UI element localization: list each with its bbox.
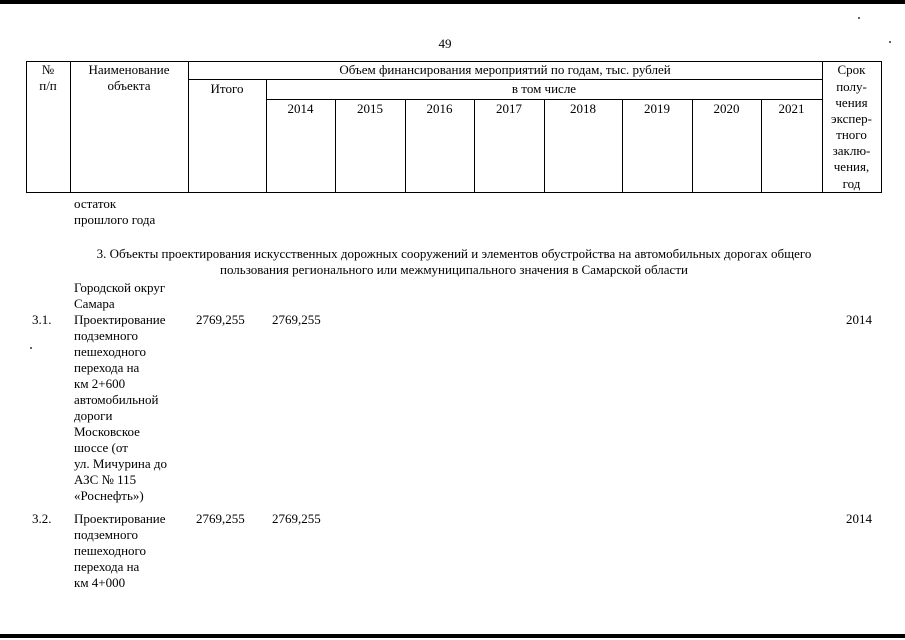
header-deadline-5: тного xyxy=(836,127,867,142)
row-name-line: пешеходного xyxy=(74,344,147,359)
header-num-line1: № xyxy=(41,62,55,77)
row-name-line: подземного xyxy=(74,527,138,542)
header-year-2021: 2021 xyxy=(778,101,805,116)
row-number: 3.1. xyxy=(32,312,52,327)
row-name-line: дороги xyxy=(74,408,113,423)
header-deadline-1: Срок xyxy=(837,62,866,77)
header-funding: Объем финансирования мероприятий по годам, тыс. рублей xyxy=(339,62,671,77)
row-name-line: перехода на xyxy=(74,559,140,574)
district-line1: Городской округ xyxy=(74,280,166,295)
scan-speck xyxy=(858,17,860,19)
section-heading-line2: пользования регионального или межмуниципального значения в Самарской области xyxy=(220,262,688,277)
header-year-2018: 2018 xyxy=(570,101,596,116)
header-total: Итого xyxy=(210,81,244,96)
header-deadline-3: чения xyxy=(835,95,868,110)
row-name-line: ул. Мичурина до xyxy=(74,456,168,471)
bottom-border xyxy=(0,634,905,638)
header-num-line2: п/п xyxy=(39,78,57,93)
row-name-line: «Роснефть») xyxy=(74,488,144,503)
table-header xyxy=(26,61,882,192)
row-name-line: АЗС № 115 xyxy=(74,472,137,487)
carryover-line2: прошлого года xyxy=(74,212,156,227)
header-year-2016: 2016 xyxy=(426,101,453,116)
row-name-line: автомобильной xyxy=(74,392,159,407)
row-deadline: 2014 xyxy=(846,312,872,327)
page-number: 49 xyxy=(438,36,452,51)
header-year-2017: 2017 xyxy=(496,101,522,116)
header-deadline-4: экспер- xyxy=(831,111,872,126)
row-name-line: км 4+000 xyxy=(74,575,126,590)
header-deadline-8: год xyxy=(842,176,861,191)
row-number: 3.2. xyxy=(32,511,52,526)
row-deadline: 2014 xyxy=(846,511,872,526)
header-deadline-6: заклю- xyxy=(832,143,871,158)
carryover-line1: остаток xyxy=(74,196,117,211)
row-name-line: км 2+600 xyxy=(74,376,126,391)
row-name-line: подземного xyxy=(74,328,138,343)
scan-speck xyxy=(30,347,32,349)
row-total: 2769,255 xyxy=(196,312,245,327)
scan-speck xyxy=(889,41,891,43)
row-year-2014: 2769,255 xyxy=(272,312,321,327)
section-heading-line1: 3. Объекты проектирования искусственных дорожных сооружений и элементов обустройства на автомобильных дорогах общего xyxy=(96,246,812,261)
header-year-2015: 2015 xyxy=(357,101,383,116)
header-year-2020: 2020 xyxy=(713,101,740,116)
header-year-2019: 2019 xyxy=(644,101,670,116)
row-name-line: Московское xyxy=(74,424,140,439)
header-deadline-2: полу- xyxy=(836,79,867,94)
row-name-line: шоссе (от xyxy=(74,440,128,455)
row-name-line: перехода на xyxy=(74,360,140,375)
row-total: 2769,255 xyxy=(196,511,245,526)
row-name-line: пешеходного xyxy=(74,543,147,558)
row-name-line: Проектирование xyxy=(74,312,166,327)
header-including: в том числе xyxy=(511,81,577,96)
header-name-line2: объекта xyxy=(107,78,151,93)
header-name-line1: Наименование xyxy=(88,62,170,77)
top-border xyxy=(0,0,905,4)
row-name-line: Проектирование xyxy=(74,511,166,526)
district-line2: Самара xyxy=(74,296,115,311)
header-deadline-7: чения, xyxy=(833,159,870,174)
header-year-2014: 2014 xyxy=(287,101,314,116)
row-year-2014: 2769,255 xyxy=(272,511,321,526)
